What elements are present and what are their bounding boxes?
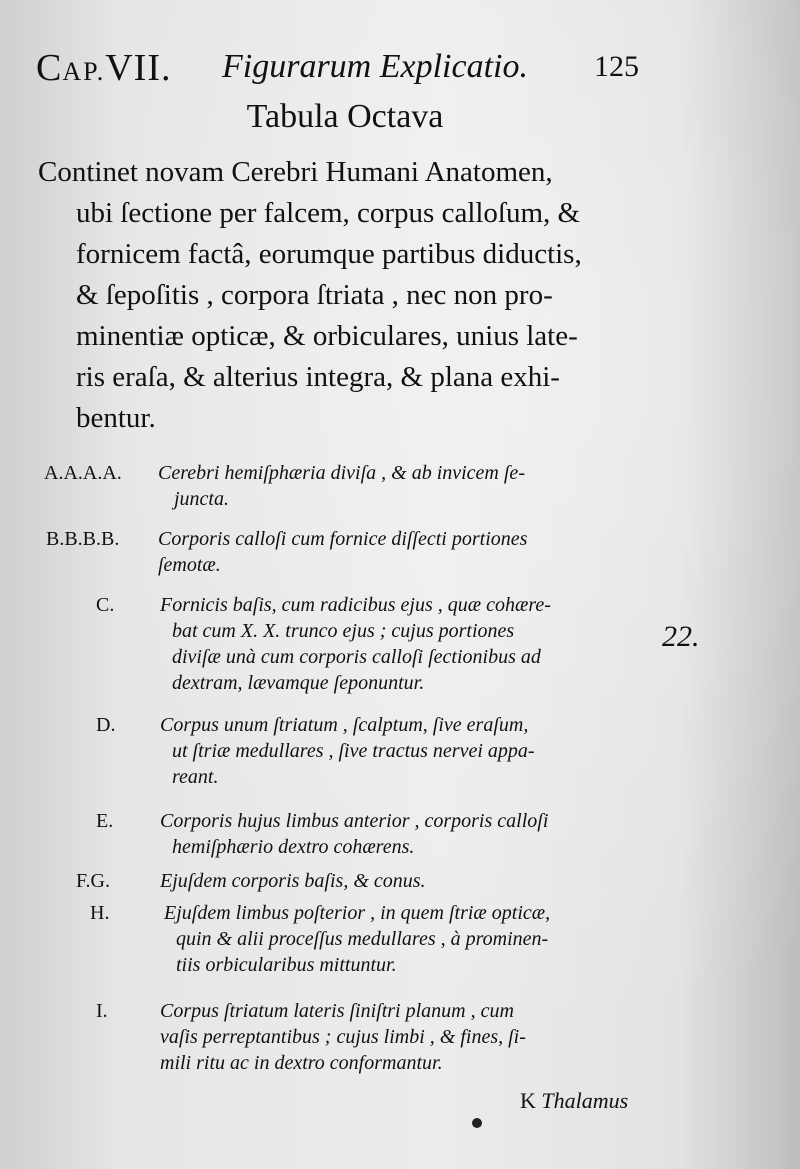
chapter-prefix: C — [36, 47, 63, 89]
entry-desc-line: Corporis hujus limbus anterior , corporis calloſi — [160, 810, 549, 832]
intro-line: ubi ſectione per falcem, corpus calloſum, & — [76, 197, 581, 229]
entry-desc-line: dextram, lævamque ſeponuntur. — [172, 672, 425, 694]
intro-line: ris eraſa, & alterius integra, & plana exhi- — [76, 361, 560, 393]
entry-desc-line: vaſis perreptantibus ; cujus limbi , & fines, ſi- — [160, 1026, 526, 1048]
intro-line: minentiæ opticæ, & orbiculares, unius late- — [76, 320, 578, 352]
entry-desc-line: bat cum X. X. trunco ejus ; cujus portiones — [172, 620, 515, 642]
entry-desc-line: Fornicis baſis, cum radicibus ejus , quæ cohære- — [160, 594, 551, 616]
entry-key: B.B.B.B. — [46, 528, 120, 550]
entry-e — [0, 808, 800, 864]
handwritten-margin-note: 22. — [662, 620, 700, 653]
entry-desc-line: Corpus ſtriatum lateris ſiniſtri planum , cum — [160, 1000, 514, 1022]
entry-h — [0, 900, 800, 984]
entry-desc-line: Ejuſdem limbus poſterior , in quem ſtriæ opticæ, — [164, 902, 551, 924]
catchword — [520, 1088, 628, 1114]
plate-title: Tabula Octava — [246, 98, 444, 135]
catchword-key: K — [520, 1088, 536, 1113]
running-title: Figurarum Explicatio. — [222, 48, 528, 85]
intro-paragraph — [38, 152, 648, 439]
entry-key: I. — [96, 1000, 108, 1022]
entry-b — [0, 526, 800, 586]
entry-key: H. — [90, 902, 110, 924]
catchword-text: Thalamus — [541, 1088, 629, 1113]
entry-i — [0, 998, 800, 1082]
entry-key: E. — [96, 810, 114, 832]
entry-fg — [0, 868, 800, 898]
chapter-number: VII. — [105, 47, 172, 89]
entry-desc-line: mili ritu ac in dextro conformantur. — [160, 1052, 443, 1074]
entry-key: F.G. — [76, 870, 110, 892]
entry-desc-line: quin & alii proceſſus medullares , à prominen- — [176, 928, 549, 950]
running-header — [36, 44, 676, 96]
entry-desc-line: hemiſphærio dextro cohærens. — [172, 836, 415, 858]
entry-desc-line: juncta. — [174, 488, 229, 510]
entry-desc-line: ut ſtriæ medullares , ſive tractus nervei appa- — [172, 740, 535, 762]
entry-a — [0, 460, 800, 520]
intro-line: & ſepoſitis , corpora ſtriata , nec non pro- — [76, 279, 553, 311]
entry-key: D. — [96, 714, 116, 736]
ink-smudge — [472, 1118, 482, 1128]
entry-desc-line: Ejuſdem corporis baſis, & conus. — [160, 870, 426, 892]
entry-desc-line: Cerebri hemiſphæria diviſa , & ab invicem ſe- — [158, 462, 525, 484]
entry-desc-line: Corporis calloſi cum fornice diſſecti portiones — [158, 528, 528, 550]
entry-desc-line: ſemotæ. — [158, 554, 221, 576]
chapter-label — [36, 46, 171, 90]
intro-line: Continet novam Cerebri Humani Anatomen, — [38, 156, 553, 188]
entry-d — [0, 712, 800, 796]
entry-desc-line: Corpus unum ſtriatum , ſcalptum, ſive eraſum, — [160, 714, 529, 736]
entry-desc-line: reant. — [172, 766, 219, 788]
entry-key: C. — [96, 594, 115, 616]
entry-desc-line: diviſæ unà cum corporis calloſi ſectionibus ad — [172, 646, 541, 668]
entry-desc-line: tiis orbicularibus mittuntur. — [176, 954, 397, 976]
chapter-small: AP. — [62, 57, 106, 86]
entry-key: A.A.A.A. — [44, 462, 122, 484]
intro-line: fornicem factâ, eorumque partibus diductis, — [76, 238, 582, 270]
intro-line: bentur. — [76, 402, 156, 434]
page-number: 125 — [594, 50, 639, 83]
